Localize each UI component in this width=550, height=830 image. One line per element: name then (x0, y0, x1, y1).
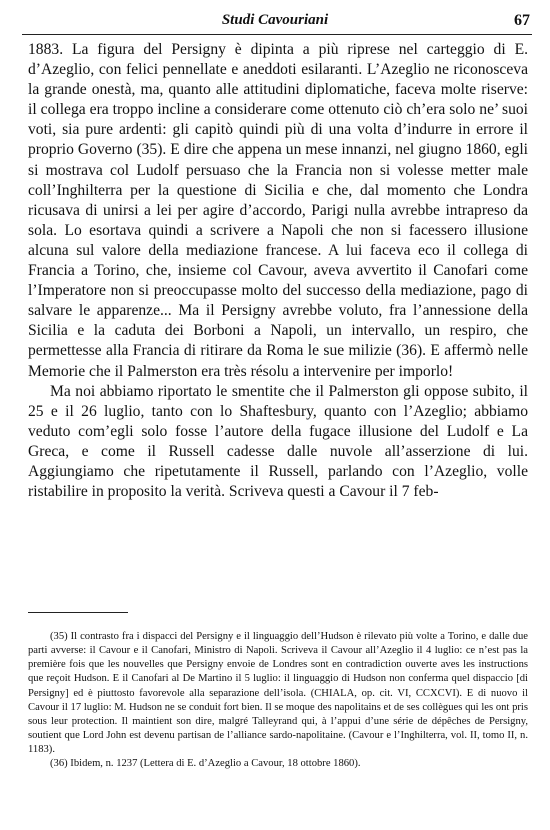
running-title: Studi Cavouriani (221, 12, 329, 28)
footnote-divider (28, 612, 128, 613)
footnote-36: (36) Ibidem, n. 1237 (Lettera di E. d’Azeglio a Cavour, 18 ottobre 1860). (50, 758, 361, 770)
footnote-35: (35) Il contrasto fra i dispacci del Persigny e il linguaggio dell’Hudson è rilevato più volte a Torino, e dalle due parti avverse: il Cavour e il Canofari, Ministro di Napoli. Scriveva il Cavour all’Azeglio il 4 luglio: ce n’est pas la première fois que les nouvelles que Persigny envoie de Londres sont en contradiction ouverte aves les instructions que reçoit Hudson. E il Canofari al De Martino il 5 luglio: il linguaggio di Hudson non conferma quel dispaccio [di Persigny] ed è piuttosto favorevole alla separazione dell’isola. (CHIALA, op. cit. VI, CCXCVI). E di nuovo il Cavour il 17 luglio: M. Hudson ne se conduit fort bien. Il se moque des napolitains et de ses collègues qui les ont pris sous leur protection. Il maintient son dire, malgré Talleyrand qui, à l’appui d’une série de dépêches de Persigny, soutient que Lord John est devenu partisan de l’alliance sardo-napolitaine. (Cavour e l’Inghilterra, vol. II, tomo II, n. 1183). (28, 631, 528, 756)
body-paragraph-1: 1883. La figura del Persigny è dipinta a più riprese nel carteggio di E. d’Azeglio, con felici pennellate e aneddoti esilaranti. L’Azeglio ne riconosceva la grande onestà, ma, quanto alle attitudini diplomatiche, faceva molte riserve: il collega era troppo incline a considerare come ottenuto ciò ch’era solo ne’ suoi voti, sia pure ardenti: gli capitò quindi più di una volta d’indurre in errore il proprio Governo (35). E dire che appena un mese innanzi, nel giugno 1860, egli si mostrava col Ludolf persuaso che la Francia non si volesse metter male coll’Inghilterra per la questione di Sicilia e che, dal momento che Londra ricusava di unirsi a lei per agire d’accordo, Parigi nulla avrebbe intrapreso da sola. Lo esortava quindi a scrivere a Napoli che non si facessero illusione alcuna sul valore della mediazione francese. A lui faceva eco il collega di Francia a Torino, che, insieme col Cavour, aveva avvertito il Canofari come l’Imperatore non si preoccupasse molto del successo della mediazione, pago di salvare le apparenze... Ma il Persigny avrebbe voluto, fra l’annessione della Sicilia e la caduta dei Borboni a Napoli, un intervallo, un respiro, che permettesse alla Francia di ritirare da Roma le sue milizie (36). E affermò nelle Memorie che il Palmerston era très résolu a intervenire per imporlo! (28, 41, 528, 380)
main-text (28, 40, 528, 502)
body-paragraph-2: Ma noi abbiamo riportato le smentite che il Palmerston gli oppose subito, il 25 e il 26 luglio, tanto con lo Shaftesbury, quanto con l’Azeglio; abbiamo veduto com’egli solo fosse l’autore della fugace illusione del Ludolf e La Greca, e come il Russell cadesse dalle nuvole all’asserzione di lui. Aggiungiamo che ripetutamente il Russell, parlando con l’Azeglio, volle ristabilire in proposito la verità. Scriveva questi a Cavour il 7 feb- (28, 382, 528, 501)
header-divider (22, 34, 532, 35)
footnotes (28, 630, 528, 772)
page-number: 67 (514, 12, 530, 29)
running-head (0, 10, 550, 32)
